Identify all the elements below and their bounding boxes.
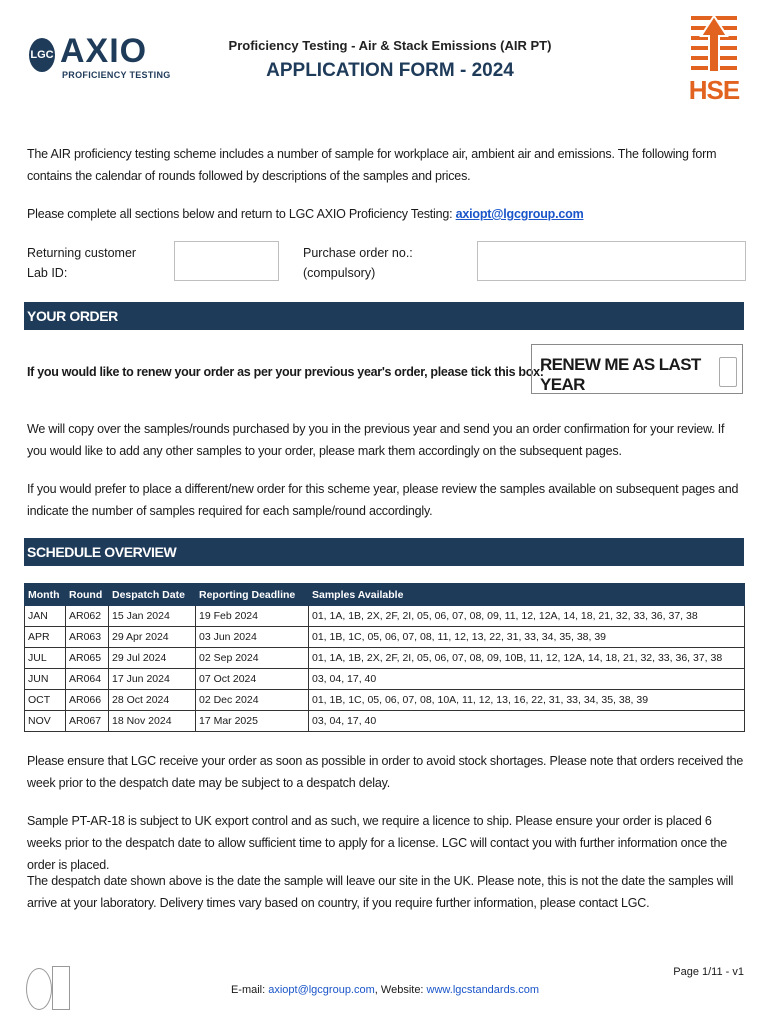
renew-checkbox[interactable] <box>719 357 737 387</box>
footer-contact <box>200 984 570 996</box>
cell-round: AR065 <box>66 648 109 669</box>
cell-deadline: 02 Dec 2024 <box>196 690 309 711</box>
cell-round: AR064 <box>66 669 109 690</box>
table-row <box>25 606 745 627</box>
col-round: Round <box>66 584 109 606</box>
note-despatch-date: The despatch date shown above is the date the sample will leave our site in the UK. Please note, this is not the date the samples will arrive at your laboratory. Delivery times vary based on country, if you require further information, please contact LGC. <box>27 874 734 910</box>
lab-id-input[interactable] <box>174 241 279 281</box>
intro-paragraph: The AIR proficiency testing scheme includes a number of sample for workplace air, ambient air and emissions. The following form contains the calendar of rounds followed by descriptions of the samples and prices. <box>27 147 717 183</box>
renew-explanation: We will copy over the samples/rounds purchased by you in the previous year and send you an order confirmation for your review. If you would like to add any other samples to your order, please mark them accordingly on the subsequent pages. <box>27 422 725 458</box>
col-month: Month <box>25 584 66 606</box>
cell-despatch: 18 Nov 2024 <box>109 711 196 732</box>
cell-month: OCT <box>25 690 66 711</box>
footer-email-label: E-mail: <box>230 984 269 996</box>
cell-despatch: 15 Jan 2024 <box>109 606 196 627</box>
cell-samples: 01, 1A, 1B, 2X, 2F, 2I, 05, 06, 07, 08, 09, 11, 12, 12A, 14, 18, 21, 32, 33, 36, 37, 38 <box>309 606 745 627</box>
footer-website-label: , Website: <box>374 984 427 996</box>
instructions-text: Please complete all sections below and return to LGC AXIO Proficiency Testing: <box>27 207 456 221</box>
instructions-paragraph <box>27 203 747 225</box>
cell-month: NOV <box>25 711 66 732</box>
purchase-order-input[interactable] <box>477 241 746 281</box>
hse-logo <box>685 12 743 106</box>
cell-round: AR062 <box>66 606 109 627</box>
cell-samples: 01, 1B, 1C, 05, 06, 07, 08, 10A, 11, 12, 13, 16, 22, 31, 33, 34, 35, 38, 39 <box>309 690 745 711</box>
cell-round: AR067 <box>66 711 109 732</box>
page-number: Page 1/11 - v1 <box>673 966 744 978</box>
cell-month: APR <box>25 627 66 648</box>
form-subtitle: APPLICATION FORM - 2024 <box>266 60 514 81</box>
cell-despatch: 29 Apr 2024 <box>109 627 196 648</box>
cell-despatch: 28 Oct 2024 <box>109 690 196 711</box>
schedule-header-row <box>25 584 745 606</box>
footer-email-link[interactable]: axiopt@lgcgroup.com <box>268 984 375 996</box>
cell-month: JAN <box>25 606 66 627</box>
col-reporting-deadline: Reporting Deadline <box>196 584 309 606</box>
renew-box <box>531 344 743 394</box>
cell-samples: 01, 1B, 1C, 05, 06, 07, 08, 11, 12, 13, 22, 31, 33, 34, 35, 38, 39 <box>309 627 745 648</box>
cell-month: JUN <box>25 669 66 690</box>
cell-deadline: 02 Sep 2024 <box>196 648 309 669</box>
ukas-mark-icon <box>52 966 70 1010</box>
cell-deadline: 17 Mar 2025 <box>196 711 309 732</box>
page-title: Proficiency Testing - Air & Stack Emissions (AIR PT) <box>228 38 552 53</box>
note-order-timing: Please ensure that LGC receive your order as soon as possible in order to avoid stock shortages. Please note that orders received the week prior to the despatch date may be subject to a despatch delay. <box>27 754 744 790</box>
schedule-overview-heading: SCHEDULE OVERVIEW <box>24 538 744 566</box>
axio-logo-subtext: PROFICIENCY TESTING <box>62 70 171 80</box>
table-row <box>25 669 745 690</box>
col-despatch-date: Despatch Date <box>109 584 196 606</box>
lab-id-label: Returning customer Lab ID: <box>27 246 137 280</box>
purchase-order-label: Purchase order no.: (compulsory) <box>303 246 413 280</box>
cell-samples: 03, 04, 17, 40 <box>309 669 745 690</box>
contact-email-link[interactable]: axiopt@lgcgroup.com <box>455 207 584 221</box>
lgc-logo-circle: LGC <box>29 38 55 72</box>
axio-logo-text: AXIO <box>60 32 148 70</box>
cell-samples: 03, 04, 17, 40 <box>309 711 745 732</box>
cell-round: AR063 <box>66 627 109 648</box>
renew-prompt: If you would like to renew your order as per your previous year's order, please tick this box: <box>27 365 544 379</box>
cell-despatch: 29 Jul 2024 <box>109 648 196 669</box>
footer-website-link[interactable]: www.lgcstandards.com <box>426 984 540 996</box>
table-row <box>25 690 745 711</box>
cell-deadline: 07 Oct 2024 <box>196 669 309 690</box>
cell-samples: 01, 1A, 1B, 2X, 2F, 2I, 05, 06, 07, 08, 09, 10B, 11, 12, 12A, 14, 18, 21, 32, 33, 36, 37, 38 <box>309 648 745 669</box>
note-export-control: Sample PT-AR-18 is subject to UK export control and as such, we require a licence to ship. Please ensure your order is placed 6 weeks prior to the despatch date to allow sufficient time to apply for a license. LGC will contact you with further information once the order is placed. <box>27 814 728 872</box>
your-order-heading: YOUR ORDER <box>24 302 744 330</box>
col-samples-available: Samples Available <box>309 584 745 606</box>
table-row <box>25 711 745 732</box>
cell-deadline: 03 Jun 2024 <box>196 627 309 648</box>
accreditation-seal-icon <box>26 968 52 1010</box>
cell-deadline: 19 Feb 2024 <box>196 606 309 627</box>
hse-logo-text: HSE <box>688 75 740 105</box>
renew-box-label: RENEW ME AS LAST YEAR <box>540 355 701 394</box>
table-row <box>25 627 745 648</box>
table-row <box>25 648 745 669</box>
hse-emblem-icon <box>685 12 743 78</box>
cell-despatch: 17 Jun 2024 <box>109 669 196 690</box>
schedule-table <box>24 583 745 732</box>
new-order-explanation: If you would prefer to place a different/new order for this scheme year, please review the samples available on subsequent pages and indicate the number of samples required for each sample/round accordingly. <box>27 482 739 518</box>
cell-month: JUL <box>25 648 66 669</box>
cell-round: AR066 <box>66 690 109 711</box>
